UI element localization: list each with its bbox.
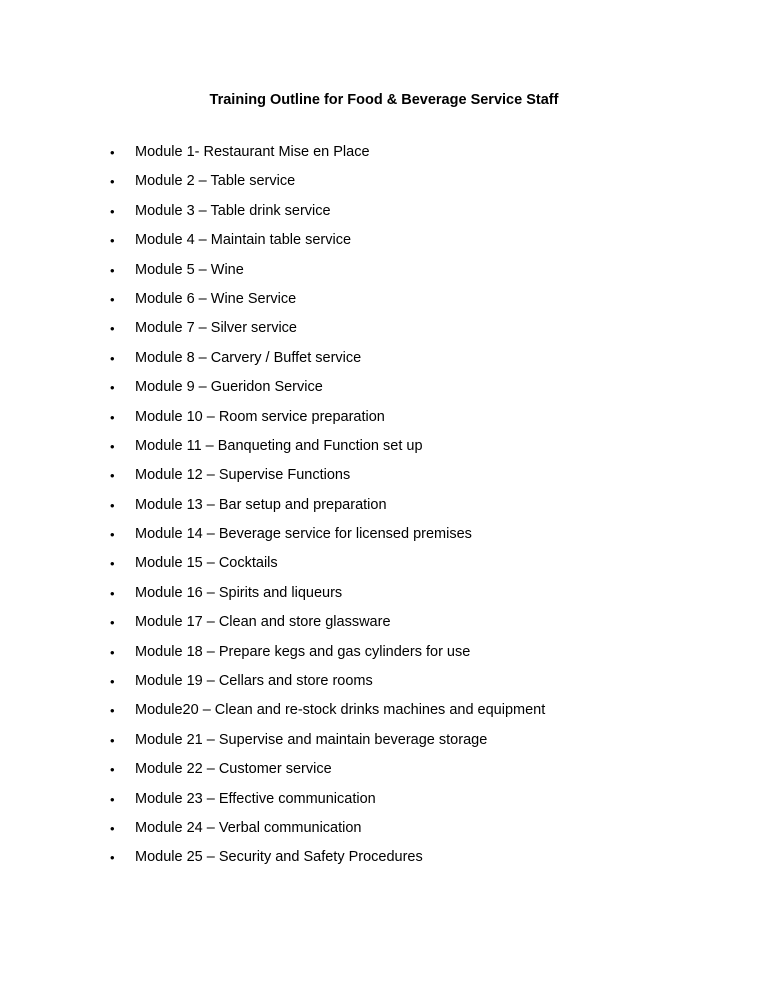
bullet-icon: •	[110, 527, 115, 543]
module-label: Module 23 – Effective communication	[135, 790, 376, 807]
bullet-icon: •	[110, 262, 115, 278]
module-label: Module 14 – Beverage service for licensed premises	[135, 526, 472, 543]
module-label: Module 12 – Supervise Functions	[135, 467, 351, 484]
bullet-icon: •	[110, 732, 115, 748]
bullet-icon: •	[110, 409, 115, 425]
bullet-icon: •	[110, 350, 115, 366]
module-label: Module 15 – Cocktails	[135, 555, 278, 572]
module-label: Module 1- Restaurant Mise en Place	[135, 144, 370, 160]
bullet-icon: •	[110, 674, 115, 690]
module-label: Module 8 – Carvery / Buffet service	[135, 349, 362, 366]
module-label: Module20 – Clean and re-stock drinks machines and equipment	[135, 702, 546, 719]
bullet-icon: •	[110, 791, 115, 807]
bullet-icon: •	[110, 615, 115, 631]
module-label: Module 6 – Wine Service	[135, 290, 297, 307]
module-label: Module 22 – Customer service	[135, 761, 332, 778]
module-label: Module 24 – Verbal communication	[135, 819, 362, 836]
module-label: Module 16 – Spirits and liqueurs	[135, 584, 343, 601]
bullet-icon: •	[110, 203, 115, 219]
module-label: Module 3 – Table drink service	[135, 202, 331, 219]
module-label: Module 17 – Clean and store glassware	[135, 614, 391, 631]
module-label: Module 7 – Silver service	[135, 320, 297, 337]
module-label: Module 13 – Bar setup and preparation	[135, 496, 387, 513]
bullet-icon: •	[110, 174, 115, 190]
module-label: Module 21 – Supervise and maintain beverage storage	[135, 731, 488, 748]
bullet-icon: •	[110, 762, 115, 778]
bullet-icon: •	[110, 703, 115, 719]
bullet-icon: •	[110, 291, 115, 307]
module-label: Module 5 – Wine	[135, 261, 244, 278]
module-label: Module 19 – Cellars and store rooms	[135, 673, 373, 690]
bullet-icon: •	[110, 468, 115, 484]
module-label: Module 11 – Banqueting and Function set up	[135, 437, 423, 454]
bullet-icon: •	[110, 850, 115, 866]
document-title: Training Outline for Food & Beverage Service Staff	[209, 92, 559, 108]
bullet-icon: •	[110, 145, 115, 160]
module-label: Module 10 – Room service preparation	[135, 408, 385, 425]
bullet-icon: •	[110, 644, 115, 660]
module-label: Module 25 – Security and Safety Procedures	[135, 849, 423, 866]
module-label: Module 4 – Maintain table service	[135, 232, 352, 249]
module-label: Module 2 – Table service	[135, 173, 296, 190]
bullet-icon: •	[110, 556, 115, 572]
bullet-icon: •	[110, 380, 115, 396]
bullet-icon: •	[110, 585, 115, 601]
bullet-icon: •	[110, 497, 115, 513]
module-label: Module 18 – Prepare kegs and gas cylinders for use	[135, 643, 471, 660]
bullet-icon: •	[110, 233, 115, 249]
module-label: Module 9 – Gueridon Service	[135, 379, 323, 396]
bullet-icon: •	[110, 321, 115, 337]
bullet-icon: •	[110, 820, 115, 836]
bullet-icon: •	[110, 438, 115, 454]
